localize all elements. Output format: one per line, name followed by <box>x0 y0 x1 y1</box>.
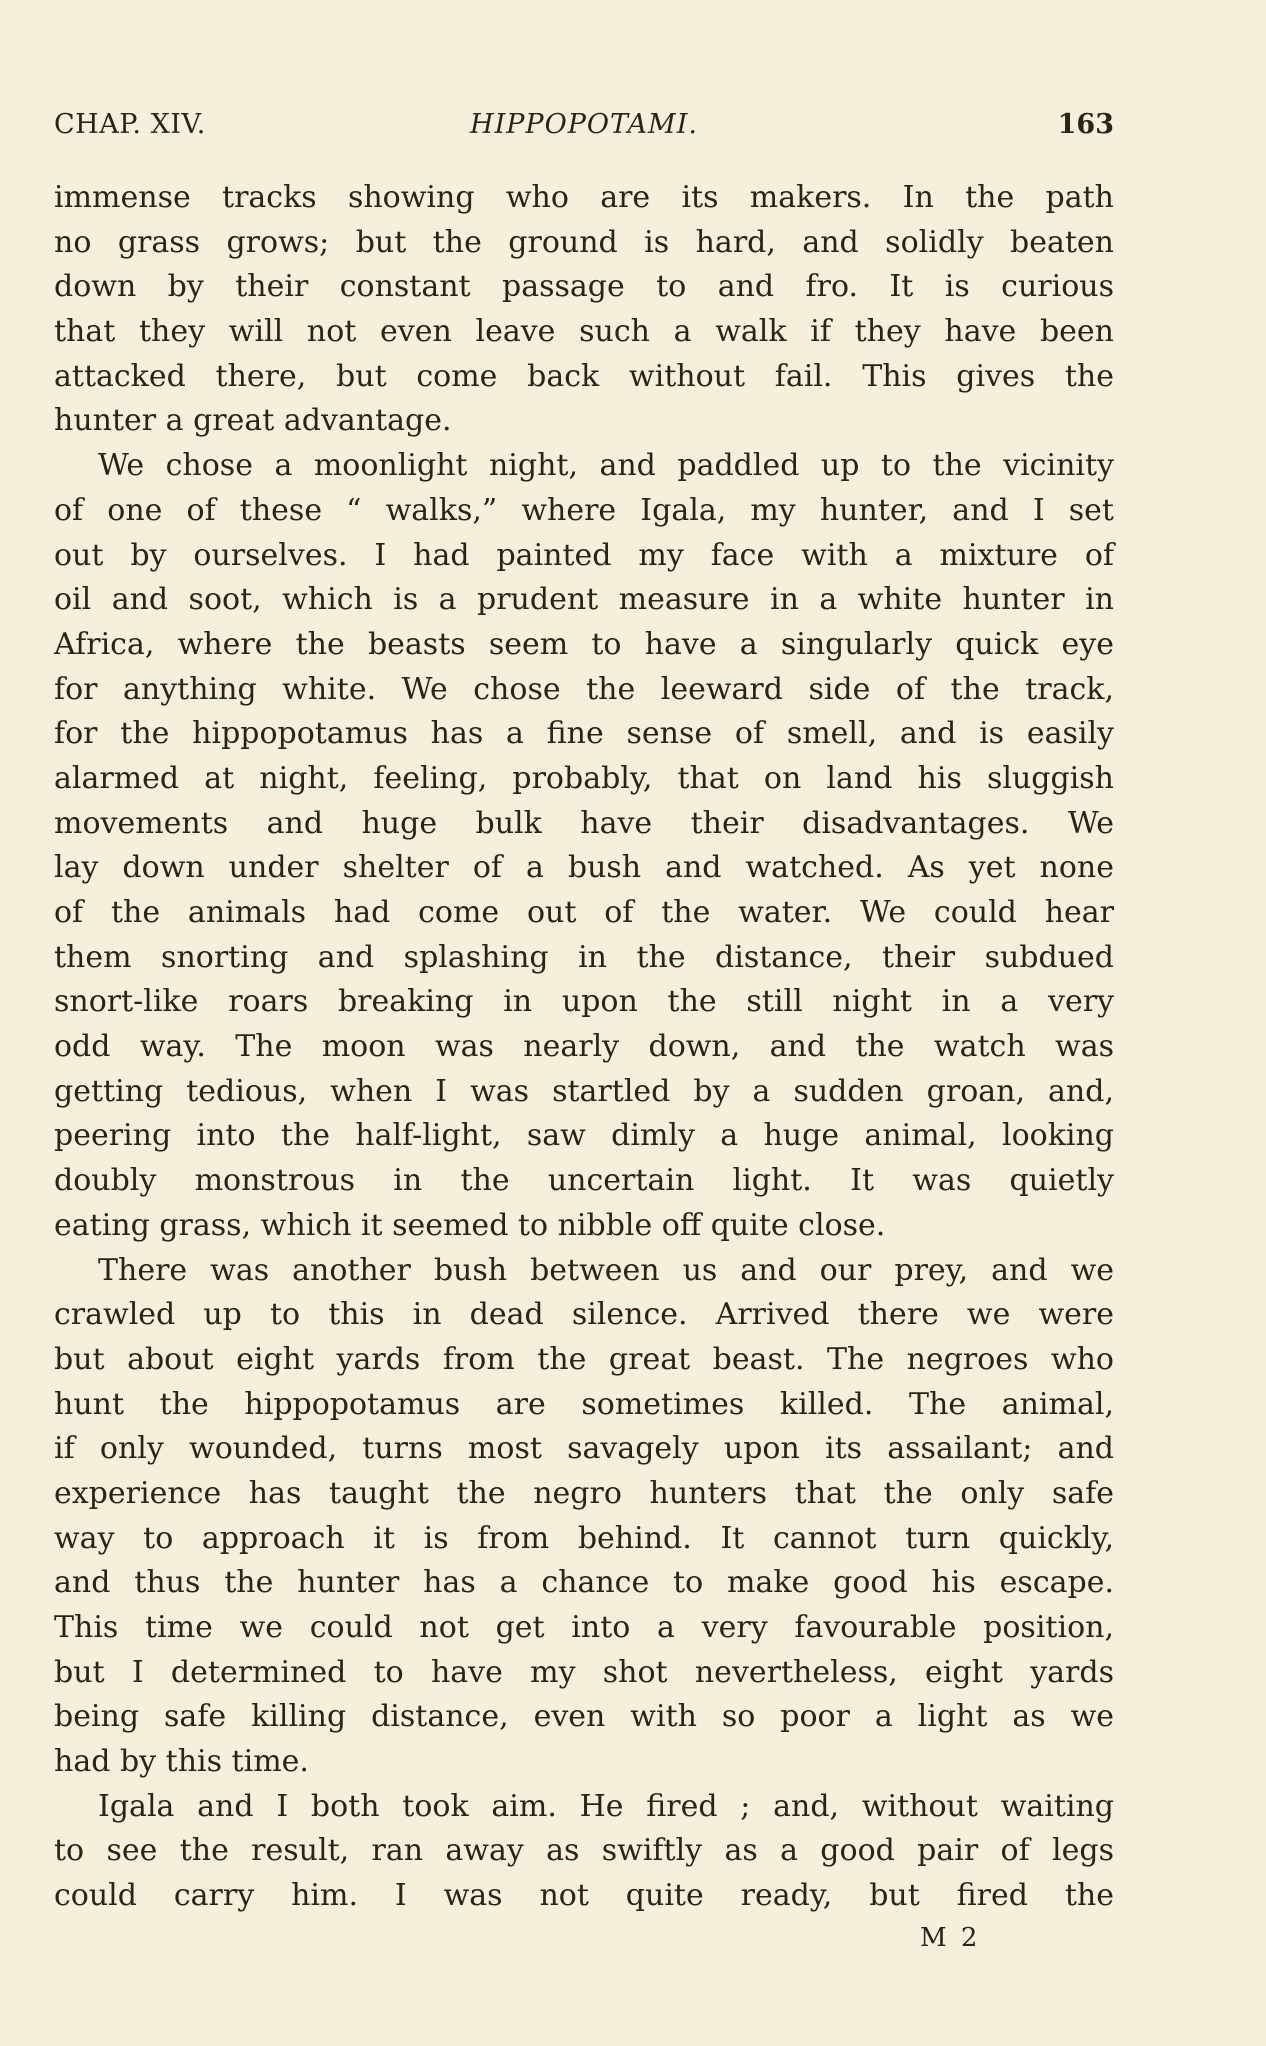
running-title: HIPPOPOTAMI. <box>470 109 698 140</box>
text-line: that they will not even leave such a walk if they have been <box>54 314 1114 350</box>
text-line: down by their constant passage to and fro. It is curious <box>54 269 1114 305</box>
text-line: oil and soot, which is a prudent measure in a white hunter in <box>54 582 1114 618</box>
text-line: hunter a great advantage. <box>54 403 452 439</box>
text-line: experience has taught the negro hunters that the only safe <box>54 1475 1114 1511</box>
text-line: movements and huge bulk have their disadvantages. We <box>54 805 1114 841</box>
text-line: but about eight yards from the great beast. The negroes who <box>54 1341 1114 1377</box>
body-text <box>54 176 1114 1919</box>
text-line: immense tracks showing who are its makers. In the path <box>54 180 1114 215</box>
text-line: could carry him. I was not quite ready, but fired the <box>54 1878 1114 1914</box>
page-number: 163 <box>1057 109 1114 140</box>
text-line: of one of these “ walks,” where Igala, my hunter, and I set <box>54 492 1114 528</box>
text-line: Igala and I both took aim. He fired ; and, without waiting <box>98 1788 1114 1824</box>
text-line: if only wounded, turns most savagely upon its assailant; and <box>54 1431 1114 1467</box>
text-line: attacked there, but come back without fail. This gives the <box>54 358 1114 394</box>
text-line: We chose a moonlight night, and paddled up to the vicinity <box>98 448 1114 484</box>
text-line: no grass grows; but the ground is hard, and solidly beaten <box>54 224 1114 260</box>
text-line: odd way. The moon was nearly down, and the watch was <box>54 1029 1114 1065</box>
text-line: them snorting and splashing in the distance, their subdued <box>54 939 1114 975</box>
text-line: eating grass, which it seemed to nibble off quite close. <box>54 1207 886 1243</box>
text-line: but I determined to have my shot nevertheless, eight yards <box>54 1654 1114 1690</box>
text-line: snort-like roars breaking in upon the still night in a very <box>54 984 1114 1020</box>
signature-mark: M 2 <box>920 1923 981 1953</box>
text-line: There was another bush between us and our prey, and we <box>98 1252 1114 1288</box>
text-line: way to approach it is from behind. It cannot turn quickly, <box>54 1520 1114 1556</box>
text-line: for anything white. We chose the leeward side of the track, <box>54 671 1114 707</box>
text-line: crawled up to this in dead silence. Arrived there we were <box>54 1297 1114 1333</box>
text-line: of the animals had come out of the water. We could hear <box>54 895 1114 930</box>
text-line: being safe killing distance, even with so poor a light as we <box>54 1699 1114 1735</box>
text-line: for the hippopotamus has a fine sense of smell, and is easily <box>54 716 1114 752</box>
text-line: and thus the hunter has a chance to make good his escape. <box>54 1565 1114 1601</box>
text-line: Africa, where the beasts seem to have a singularly quick eye <box>54 626 1114 662</box>
text-line: peering into the half-light, saw dimly a huge animal, looking <box>54 1118 1114 1154</box>
text-line: This time we could not get into a very favourable position, <box>54 1610 1114 1645</box>
text-line: to see the result, ran away as swiftly as a good pair of legs <box>54 1833 1114 1869</box>
text-line: getting tedious, when I was startled by a sudden groan, and, <box>54 1073 1114 1109</box>
text-line: had by this time. <box>54 1744 309 1780</box>
chapter-label: CHAP. XIV. <box>54 109 206 140</box>
text-line: lay down under shelter of a bush and watched. As yet none <box>54 850 1114 886</box>
text-line: hunt the hippopotamus are sometimes killed. The animal, <box>54 1386 1114 1422</box>
text-line: out by ourselves. I had painted my face with a mixture of <box>54 537 1114 573</box>
text-line: alarmed at night, feeling, probably, that on land his sluggish <box>54 760 1114 796</box>
running-header <box>54 100 1114 150</box>
text-line: doubly monstrous in the uncertain light. It was quietly <box>54 1163 1114 1199</box>
